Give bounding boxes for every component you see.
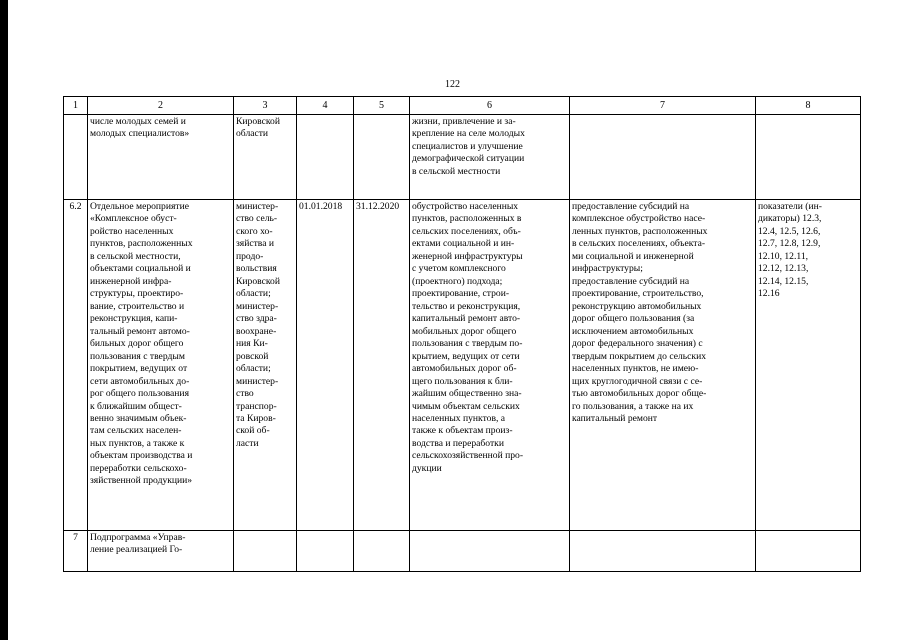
responsible-executor-cell: Кировской области bbox=[234, 115, 297, 200]
program-table bbox=[63, 96, 861, 572]
start-date-cell bbox=[297, 531, 354, 572]
end-date-cell: 31.12.2020 bbox=[354, 200, 410, 531]
expected-result-cell: жизни, привлечение и за- крепление на селе молодых специалистов и улучшение демографической ситуации в сельской местности bbox=[410, 115, 570, 200]
measure-name-cell: Отдельное мероприятие «Комплексное обуст- ройство населенных пунктов, расположенных в сельской местности, объектами социальной и инженерной инфра- структуры, проектиро- вание, строительство и реконструкция, капи- тальный ремонт автомо- бильных дорог общего пользования с твердым покрытием, ведущих от сети автомобильных до- рог общего пользования к ближайшим общест- венно значимым объек- там сельских населен- ных пунктов, а также к объектам производства и переработки сельскохо- зяйственной продукции» bbox=[88, 200, 234, 531]
header-cell: 1 bbox=[64, 97, 88, 115]
start-date-cell bbox=[297, 115, 354, 200]
end-date-cell bbox=[354, 531, 410, 572]
indicators-cell: показатели (ин- дикаторы) 12.3, 12.4, 12.5, 12.6, 12.7, 12.8, 12.9, 12.10, 12.11, 12.12, 12.13, 12.14, 12.15, 12.16 bbox=[756, 200, 861, 531]
header-cell: 8 bbox=[756, 97, 861, 115]
main-directions-cell bbox=[570, 531, 756, 572]
start-date-cell: 01.01.2018 bbox=[297, 200, 354, 531]
expected-result-cell: обустройство населенных пунктов, расположенных в сельских поселениях, объ- ектами социальной и ин- женерной инфраструктуры с учетом комплексного (проектного) подхода; проектирование, строи- тельство и реконструкция, капитальный ремонт авто- мобильных дорог общего пользования с твердым по- крытием, ведущих от сети автомобильных дорог об- щего пользования к бли- жайшим общественно зна- чимым объектам сельских населенных пунктов, а также к объектам произ- водства и переработки сельскохозяйственной про- дукции bbox=[410, 200, 570, 531]
measure-name-cell: Подпрограмма «Управ- ление реализацией Го- bbox=[88, 531, 234, 572]
table-row bbox=[64, 115, 861, 200]
row-number-cell: 6.2 bbox=[64, 200, 88, 531]
header-cell: 7 bbox=[570, 97, 756, 115]
main-directions-cell bbox=[570, 115, 756, 200]
row-number-cell bbox=[64, 115, 88, 200]
header-cell: 2 bbox=[88, 97, 234, 115]
page-number: 122 bbox=[445, 79, 460, 90]
main-directions-cell: предоставление субсидий на комплексное обустройство насе- ленных пунктов, расположенных в сельских поселениях, объекта- ми социальной и инженерной инфраструктуры; предоставление субсидий на проектирование, строительство, реконструкцию автомобильных дорог общего пользования (за исключением автомобильных дорог федерального значения) с твердым покрытием до сельских населенных пунктов, не имею- щих круглогодичной связи с се- тью автомобильных дорог обще- го пользования, а также на их капитальный ремонт bbox=[570, 200, 756, 531]
header-cell: 4 bbox=[297, 97, 354, 115]
header-cell: 5 bbox=[354, 97, 410, 115]
row-number-cell: 7 bbox=[64, 531, 88, 572]
responsible-executor-cell: министер- ство сель- ского хо- зяйства и продо- вольствия Кировской области; министер- ство здра- воохране- ния Ки- ровской области; министер- ство транспор- та Киров- ской об- ласти bbox=[234, 200, 297, 531]
scan-edge-bar bbox=[0, 0, 8, 640]
expected-result-cell bbox=[410, 531, 570, 572]
table-row bbox=[64, 531, 861, 572]
indicators-cell bbox=[756, 531, 861, 572]
header-cell: 3 bbox=[234, 97, 297, 115]
table-row bbox=[64, 200, 861, 531]
measure-name-cell: числе молодых семей и молодых специалистов» bbox=[88, 115, 234, 200]
end-date-cell bbox=[354, 115, 410, 200]
indicators-cell bbox=[756, 115, 861, 200]
header-row bbox=[64, 97, 861, 115]
responsible-executor-cell bbox=[234, 531, 297, 572]
header-cell: 6 bbox=[410, 97, 570, 115]
